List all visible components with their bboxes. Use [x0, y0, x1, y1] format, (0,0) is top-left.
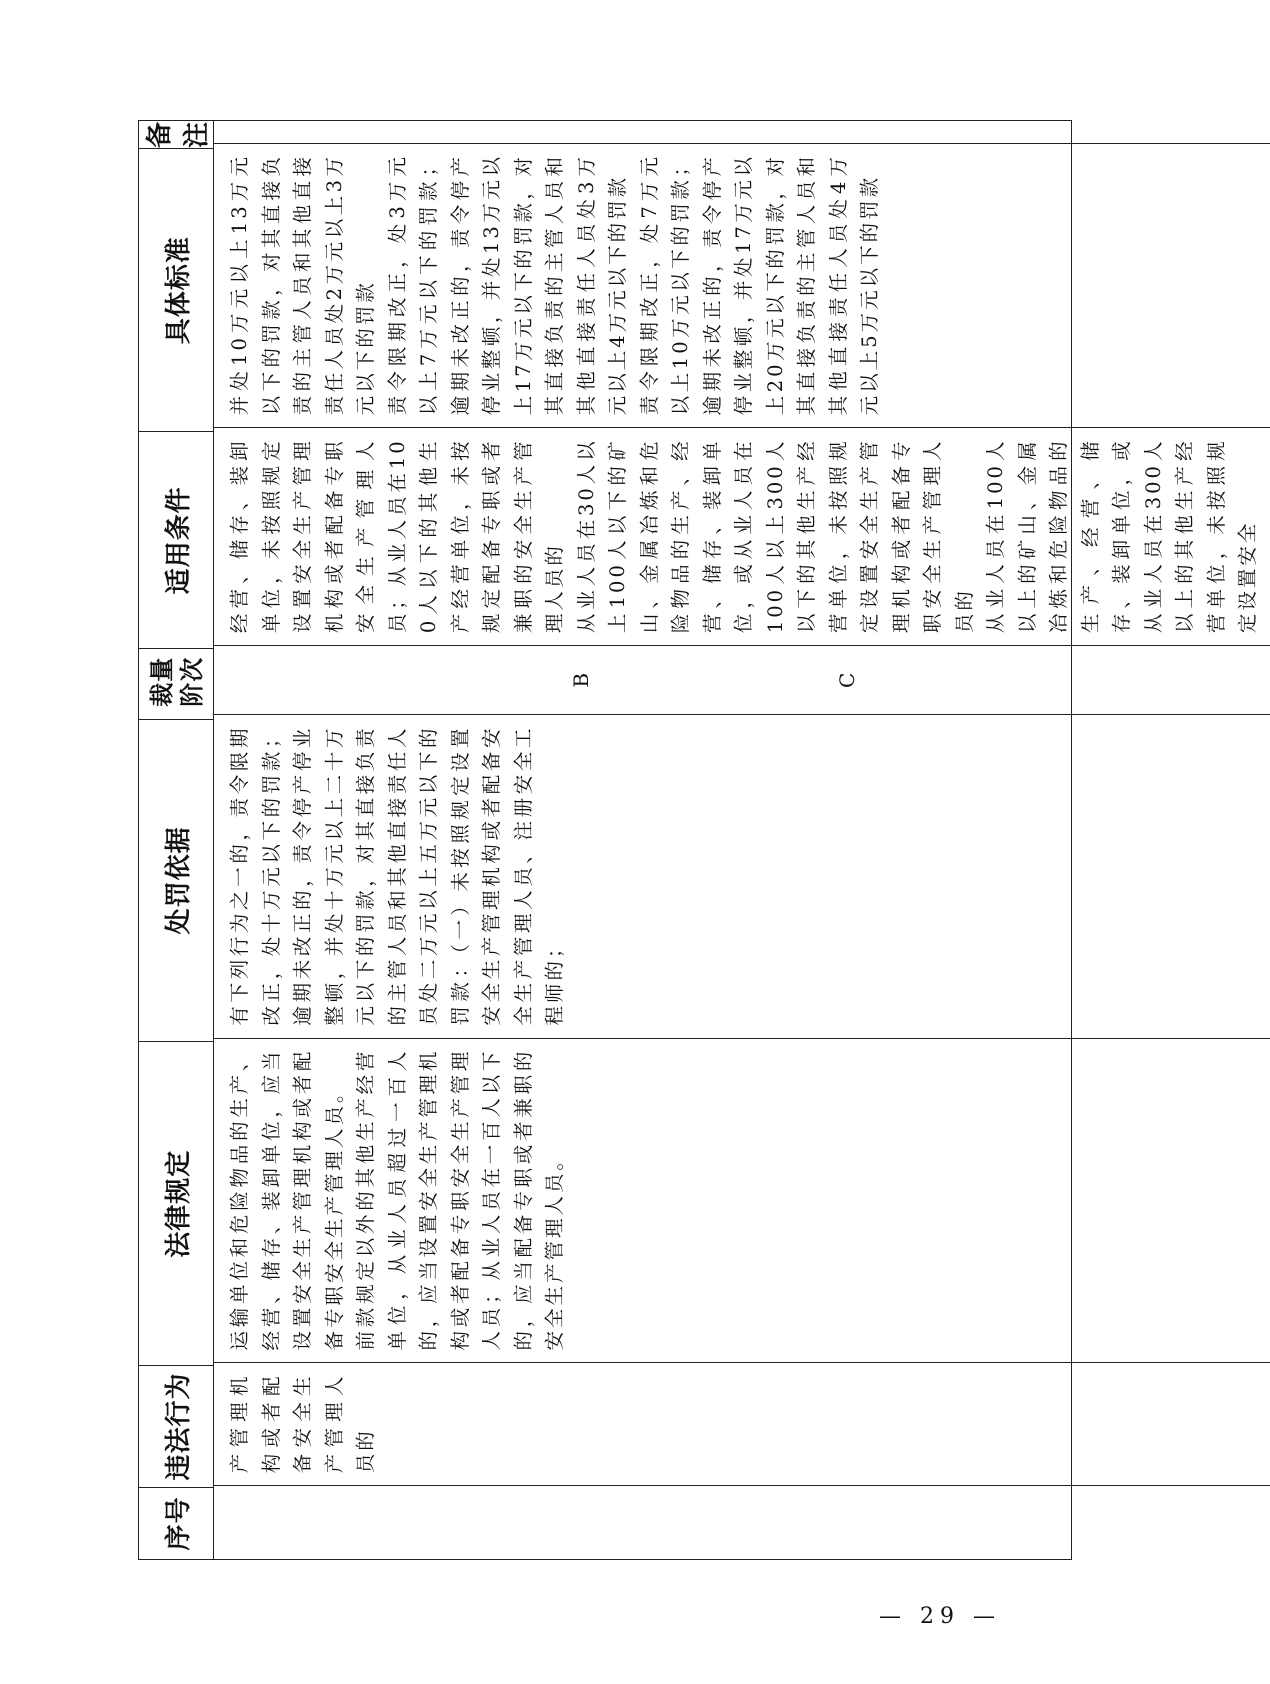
header-row [139, 121, 214, 1559]
cond-cell [214, 427, 1270, 645]
header-act: 违法行为 [139, 1365, 213, 1486]
cond-b: 从业人员在30人以上100人以下的矿山、金属冶炼和危险物品的生产、经营、储存、装卸单位，或从业人员在100人以上300人以下的其他生产经营单位，未按照规定设置安全生产管理机构或者配备专职安全生产管理人员的 [574, 438, 976, 634]
tier-b: B [569, 672, 593, 688]
header-tier-line1: 裁量 [148, 656, 176, 707]
std-b: 责令限期改正，处3万元以上7万元以下的罚款；逾期未改正的，责令停产停业整顿，并处13万元以上17万元以下的罚款，对其直接负责的主管人员和其他直接责任人员处3万元以上4万元以下的罚款 [385, 154, 629, 416]
tier-cell [214, 645, 1270, 714]
header-tier-line2: 阶次 [178, 656, 206, 707]
header-tier [139, 648, 213, 718]
header-cond: 适用条件 [139, 431, 213, 648]
note-cell [214, 121, 1270, 143]
seq-cell [214, 1485, 1270, 1559]
penalty-table [138, 120, 1259, 1560]
std-cell [214, 143, 1270, 427]
law-paragraph-2: 前款规定以外的其他生产经营单位，从业人员超过一百人的，应当设置安全生产管理机构或者配备专职安全生产管理人员；从业人员在一百人以下的，应当配备专职或者兼职的安全生产管理人员。 [354, 1048, 566, 1351]
header-std: 具体标准 [139, 148, 213, 431]
table-rotated-wrapper [138, 120, 1259, 1560]
act-text: 产管理机构或者配备安全生产管理人员的 [228, 1373, 377, 1474]
header-note: 备注 [145, 121, 212, 149]
header-basis: 处罚依据 [139, 719, 213, 1041]
header-law: 法律规定 [139, 1041, 213, 1365]
table-row [214, 121, 1270, 1559]
basis-cell [214, 714, 1270, 1037]
tier-c: C [835, 672, 859, 688]
act-cell [214, 1363, 1270, 1486]
law-cell [214, 1038, 1270, 1363]
std-c: 责令限期改正，处7万元以上10万元以下的罚款；逾期未改正的，责令停产停业整顿，并处17万元以上20万元以下的罚款，对其直接负责的主管人员和其他直接责任人员处4万元以上5万元以下的罚款 [637, 154, 881, 416]
page-number: — 29 — [879, 1604, 1001, 1629]
cond-c: 从业人员在100人以上的矿山、金属冶炼和危险物品的生产、经营、储存、装卸单位，或从业人员在300人以上的其他生产经营单位，未按照规定设置安全 [984, 438, 1259, 634]
std-a: 并处10万元以上13万元以下的罚款，对其直接负责的主管人员和其他直接责任人员处2万元以上3万元以下的罚款 [228, 154, 377, 416]
basis-text: 有下列行为之一的，责令限期改正，处十万元以下的罚款；逾期未改正的，责令停产停业整顿，并处十万元以上二十万元以下的罚款，对其直接负责的主管人员和其他直接责任人员处二万元以上五万元以下的罚款：（一）未按照规定设置安全生产管理机构或者配备安全生产管理人员、注册安全工程师的； [228, 725, 566, 1026]
law-paragraph-1: 运输单位和危险物品的生产、经营、储存、装卸单位，应当设置安全生产管理机构或者配备专职安全生产管理人员。 [228, 1048, 346, 1351]
header-seq: 序号 [139, 1487, 213, 1559]
cond-a: 经营、储存、装卸单位，未按照规定设置安全生产管理机构或者配备专职安全生产管理人员；从业人员在100人以下的其他生产经营单位，未按规定配备专职或者兼职的安全生产管理人员的 [228, 438, 566, 634]
